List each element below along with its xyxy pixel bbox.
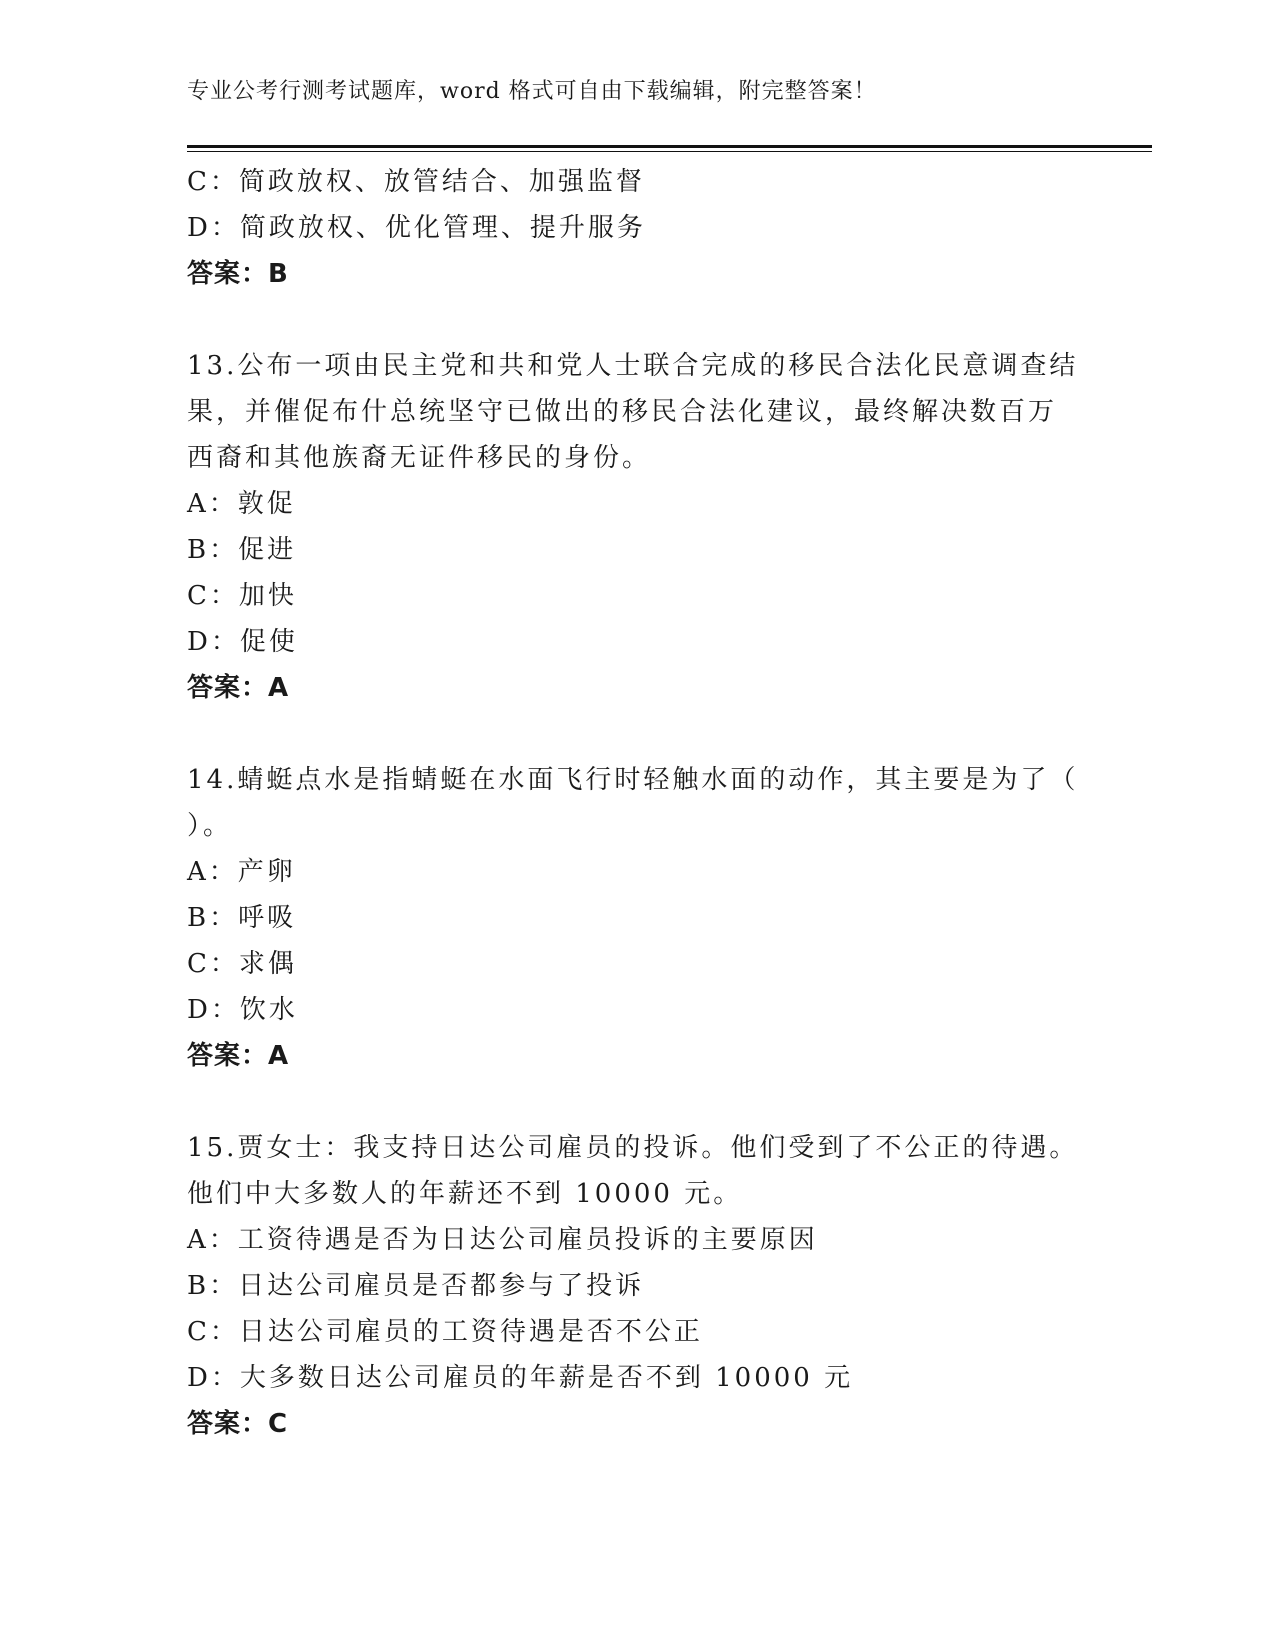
spacer	[187, 297, 1087, 343]
option-d: D：促使	[187, 627, 298, 657]
question-stem-line: 14.蜻蜓点水是指蜻蜓在水面飞行时轻触水面的动作，其主要是为了（	[187, 765, 1079, 795]
answer: 答案：B	[187, 259, 289, 289]
question-stem-line: 他们中大多数人的年薪还不到 10000 元。	[187, 1179, 743, 1209]
question-13	[187, 343, 1087, 711]
question-stem-line: 15.贾女士：我支持日达公司雇员的投诉。他们受到了不公正的待遇。	[187, 1133, 1079, 1163]
answer: 答案：C	[187, 1409, 289, 1439]
option-c: C：加快	[187, 581, 297, 611]
spacer	[187, 711, 1087, 757]
option-d: D：饮水	[187, 995, 298, 1025]
option-a: A：工资待遇是否为日达公司雇员投诉的主要原因	[187, 1225, 818, 1255]
question-12	[187, 159, 1087, 297]
option-c: C：日达公司雇员的工资待遇是否不公正	[187, 1317, 703, 1347]
header-rule-thin	[187, 151, 1152, 152]
option-b: B：日达公司雇员是否都参与了投诉	[187, 1271, 645, 1301]
option-a: A：敦促	[187, 489, 296, 519]
option-d: D：大多数日达公司雇员的年薪是否不到 10000 元	[187, 1363, 854, 1393]
header-rule-thick	[187, 145, 1152, 148]
option-c: C：求偶	[187, 949, 297, 979]
question-stem-line: 西裔和其他族裔无证件移民的身份。	[187, 443, 652, 473]
question-15	[187, 1125, 1087, 1447]
option-a: A：产卵	[187, 857, 296, 887]
spacer	[187, 1079, 1087, 1125]
question-stem-line: 果，并催促布什总统坚守已做出的移民合法化建议，最终解决数百万	[187, 397, 1058, 427]
option-d: D：简政放权、优化管理、提升服务	[187, 213, 646, 243]
answer: 答案：A	[187, 673, 290, 703]
page-header: 专业公考行测考试题库，word 格式可自由下载编辑，附完整答案！	[187, 79, 877, 104]
option-c: C：简政放权、放管结合、加强监督	[187, 167, 645, 197]
question-content	[187, 159, 1087, 1447]
option-b: B：呼吸	[187, 903, 297, 933]
question-14	[187, 757, 1087, 1079]
answer: 答案：A	[187, 1041, 290, 1071]
question-stem-line: 13.公布一项由民主党和共和党人士联合完成的移民合法化民意调查结	[187, 351, 1079, 381]
question-stem-line: ）。	[187, 811, 233, 841]
option-b: B：促进	[187, 535, 297, 565]
